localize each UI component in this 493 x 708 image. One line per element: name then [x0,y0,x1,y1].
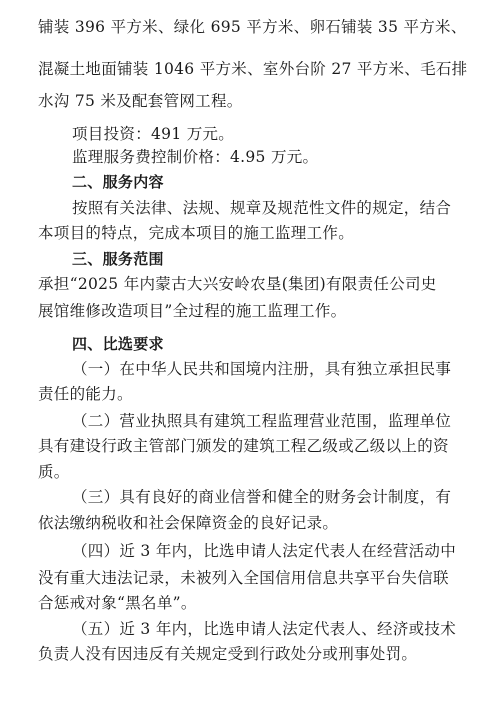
text-line: 监理服务费控制价格：4.95 万元。 [72,148,319,166]
text-line: 承担“2025 年内蒙古大兴安岭农垦(集团)有限责任公司史 [38,275,437,293]
text-line: （二）营业执照具有建筑工程监理营业范围，监理单位 [72,412,452,430]
text-line: 责任的能力。 [38,385,133,403]
text-line: 项目投资：491 万元。 [72,125,235,143]
text-line: 具有建设行政主管部门颁发的建筑工程乙级或乙级以上的资 [38,437,449,455]
section-heading: 四、比选要求 [72,335,164,353]
text-line: 展馆维修改造项目”全过程的施工监理工作。 [38,302,347,320]
text-line: 铺装 396 平方米、绿化 695 平方米、卵石铺装 35 平方米、 [38,18,467,36]
text-line: 本项目的特点，完成本项目的施工监理工作。 [38,224,355,242]
text-line: 合惩戒对象“黑名单”。 [38,594,197,612]
text-line: 按照有关法律、法规、规章及规范性文件的规定，结合 [72,199,452,217]
text-line: （三）具有良好的商业信誉和健全的财务会计制度，有 [72,488,452,506]
section-heading: 三、服务范围 [72,250,164,268]
section-heading: 二、服务内容 [72,173,164,191]
text-line: 负责人没有因违反有关规定受到行政处分或刑事处罚。 [38,645,418,663]
text-line: 混凝土地面铺装 1046 平方米、室外台阶 27 平方米、毛石排 [38,60,468,78]
text-line: （一）在中华人民共和国境内注册，具有独立承担民事 [72,360,452,378]
text-line: （五）近 3 年内，比选申请人法定代表人、经济或技术 [72,620,457,638]
text-line: 质。 [38,463,70,481]
text-line: 水沟 75 米及配套管网工程。 [38,92,243,110]
text-line: 依法缴纳税收和社会保障资金的良好记录。 [38,514,339,532]
text-line: 没有重大违法记录，未被列入全国信用信息共享平台失信联 [38,569,449,587]
text-line: （四）近 3 年内，比选申请人法定代表人在经营活动中 [72,542,457,560]
